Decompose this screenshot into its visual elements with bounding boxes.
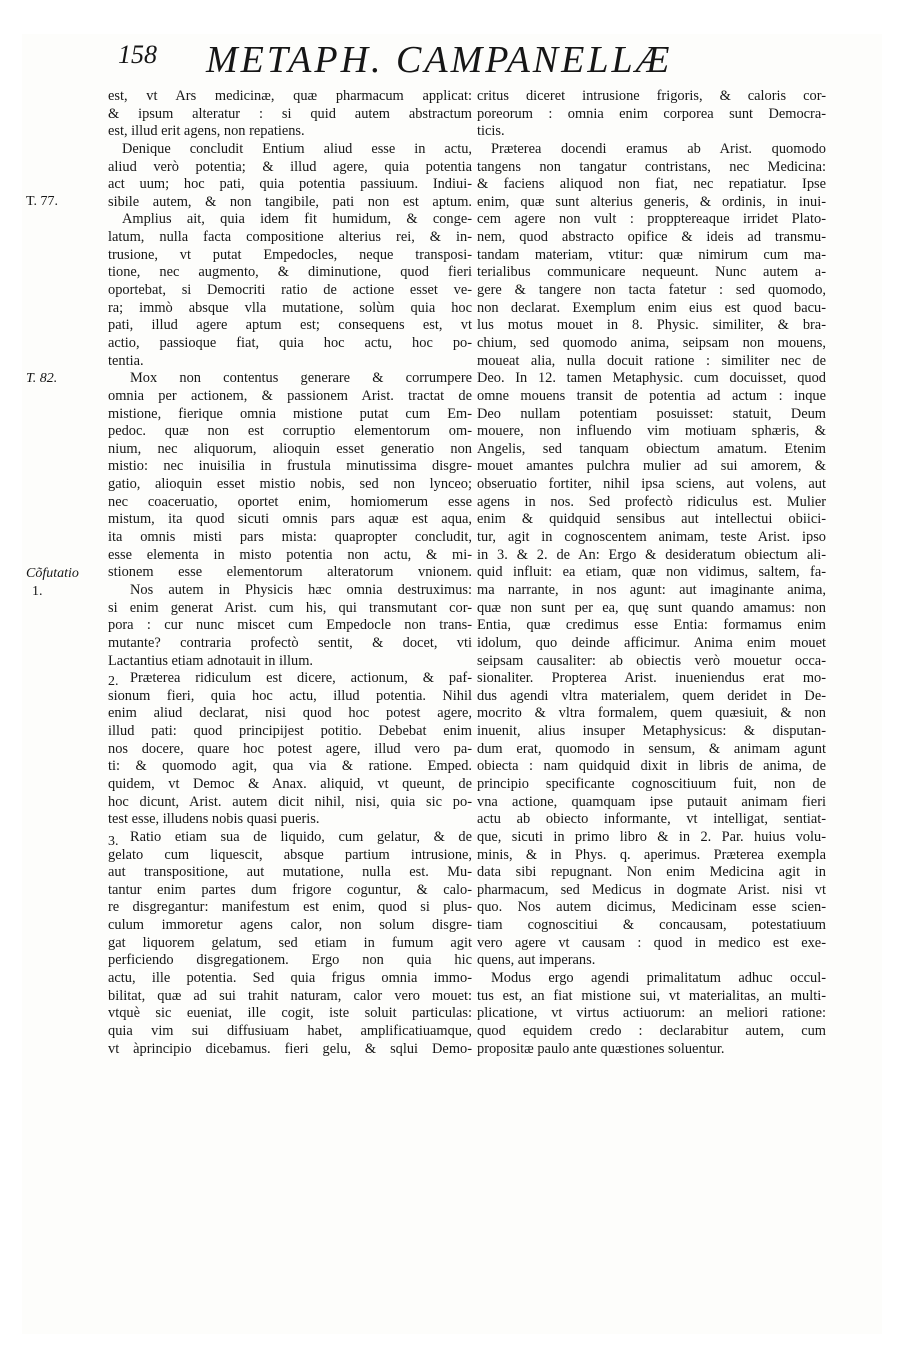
- right-line: & faciens aliquod non fiat, nec repatiatur. Ipse: [477, 176, 826, 193]
- right-line: chium, sed quomodo anima, seipsam non mouens,: [477, 334, 826, 351]
- left-line: quia vim sui diffusiuam habet, amplificatiuamque,: [108, 1022, 472, 1039]
- left-line: hoc dicunt, Arist. autem dicit nihil, nisi, quia sic po-: [108, 793, 472, 810]
- margin-note-2: 2.: [108, 674, 119, 689]
- left-column: [108, 88, 472, 1058]
- left-line: act uum; hoc pati, quia potentia passiuum. Indiui-: [108, 176, 472, 193]
- left-line: gat liquorem gelatum, sed etiam in fumum agit: [108, 934, 472, 951]
- left-line: Mox non contentus generare & corrumpere: [130, 370, 472, 387]
- running-title: METAPH. CAMPANELLÆ: [206, 39, 673, 81]
- left-line: omnia per actionem, & passionem Arist. tractat de: [108, 387, 472, 404]
- left-line: Nos autem in Physicis hæc omnia destruximus:: [130, 581, 472, 598]
- right-line: obiecta : nam quidquid dixit in libris de anima, de: [477, 758, 826, 775]
- right-line: principio specificante cognoscitiuum fuit, non de: [477, 775, 826, 792]
- right-line: seipsam causaliter: ab obiectis verò mouetur occa-: [477, 652, 826, 669]
- right-line: vna actione, quamquam ipse putauit animam fieri: [477, 793, 826, 810]
- left-line: Ratio etiam sua de liquido, cum gelatur, & de: [130, 828, 472, 845]
- right-line: mouere, non influendo vim motiuam sphæris, &: [477, 423, 826, 440]
- left-line: sionum fieri, quia hoc actu, illud potentia. Nihil: [108, 687, 472, 704]
- right-line: tangens non tangatur contristans, nec Medicina:: [477, 158, 826, 175]
- left-line: culum immoretur agens calor, non solum disgre-: [108, 917, 472, 934]
- page-header: [118, 38, 818, 90]
- left-line: test esse, illudens nobis quasi pueris.: [108, 811, 320, 828]
- left-line: nos docere, quare hoc potest agere, illud vero pa-: [108, 740, 472, 757]
- right-line: data sibi repugnant. Non enim Medicina agit in: [477, 864, 826, 881]
- left-line: est, illud erit agens, non repatiens.: [108, 123, 305, 140]
- right-line: quid influit: ea etiam, quæ non vidimus, saltem, fa-: [477, 564, 826, 581]
- right-line: enim & quidquid sensibus aut intellectui obiici-: [477, 511, 826, 528]
- left-line: pedoc. quæ non est corruptio elementorum om-: [108, 423, 472, 440]
- book-page: [22, 34, 882, 1334]
- right-line: actu ab obiecto informante, vt intelligat, sentiat-: [477, 811, 826, 828]
- right-line: plicatione, vt virtus actiuorum: an meliori ratione:: [477, 1005, 826, 1022]
- left-line: Præterea ridiculum est dicere, actionum, & paf-: [130, 670, 472, 687]
- right-line: critus diceret intrusione frigoris, & caloris cor-: [477, 88, 826, 104]
- left-line: tantur enim partes dum frigore coguntur, & calo-: [108, 881, 472, 898]
- left-line: perficiendo disgregationem. Ergo non quia hic: [108, 952, 472, 969]
- left-line: enim aliud declarat, nisi quod hoc potest agere,: [108, 705, 472, 722]
- left-line: Amplius ait, quia idem fit humidum, & conge-: [122, 211, 472, 228]
- margin-note-t82: T. 82.: [26, 371, 58, 386]
- margin-note-t77: T. 77.: [26, 194, 59, 209]
- right-line: propositæ paulo ante quæstiones soluentur.: [477, 1040, 725, 1057]
- right-line: non declarat. Exemplum enim eius est quod bacu-: [477, 299, 826, 316]
- left-line: tione, nec augmento, & diminutione, quod fieri: [108, 264, 472, 281]
- right-line: que, sicuti in primo libro & in 2. Par. huius volu-: [477, 828, 826, 845]
- left-line: quidem, vt Democ & Anax. aliquid, vt queunt, de: [108, 775, 472, 792]
- right-line: inuenit, alius insuper Metaphysicus: & disputan-: [477, 723, 826, 740]
- right-line: quæ non sunt per ea, quę sunt quando amamus: non: [477, 599, 826, 616]
- left-line: pora : cur nunc miscet cum Empedocle non trans-: [108, 617, 472, 634]
- left-line: aut transpositione, aut mutatione, nulla est. Mu-: [108, 864, 472, 881]
- left-line: nium, nec aliquorum, alioquin esset generatio non: [108, 440, 472, 457]
- right-line: idolum, quo deinde afficimur. Anima enim mouet: [477, 634, 826, 651]
- right-line: gere & tangere non tacta fatetur : sed quomodo,: [477, 282, 826, 299]
- left-line: ra; immò absque vlla mutatione, solùm quia hoc: [108, 299, 472, 316]
- right-line: Deo. In 12. tamen Metaphysic. cum docuisset, quod: [477, 370, 826, 387]
- right-line: agens in nos. Sed profectò ridiculus est. Mulier: [477, 493, 826, 510]
- left-line: esse elementa in misto potentia non actu, & mi-: [108, 546, 472, 563]
- right-line: omne mouens transit de potentia ad actum : inque: [477, 387, 826, 404]
- left-line: mutante? contraria profectò sentit, & docet, vti: [108, 634, 472, 651]
- left-line: oportebat, si Democriti ratio de actione esset ve-: [108, 282, 472, 299]
- left-line: vt àprincipio dicebamus. fieri gelu, & sqlui Demo-: [108, 1040, 472, 1057]
- right-line: tur, agit in cognoscentem animam, teste Arist. ipso: [477, 529, 826, 546]
- right-line: quo. Nos autem dicimus, Medicinam esse scien-: [477, 899, 826, 916]
- left-line: vtquè sic eueniat, ille cogit, iste soluit particulas:: [108, 1005, 472, 1022]
- left-line: re disgregantur: manifestum est enim, quod si plus-: [108, 899, 472, 916]
- right-line: tiam cognoscitiui & concausam, potestatiuum: [477, 917, 826, 934]
- left-line: actu, ille potentia. Sed quia frigus omnia immo-: [108, 970, 472, 987]
- right-line: quens, aut imperans.: [477, 952, 596, 969]
- left-line: illud pati: quod principijest potitio. Debebat enim: [108, 723, 472, 740]
- right-line: Deo nullam potentiam posuisset: statuit, Deum: [477, 405, 826, 422]
- right-line: Præterea docendi eramus ab Arist. quomodo: [491, 140, 826, 157]
- left-line: nec coaceruatio, oportet enim, homiomerum esse: [108, 493, 472, 510]
- right-line: ma narrante, in nos agunt: aut imaginante anima,: [477, 581, 826, 598]
- left-line: mistum, ita quod sicuti omnis pars aquæ est aqua,: [108, 511, 472, 528]
- right-line: terialibus communicare nequeunt. Nunc autem a-: [477, 264, 826, 281]
- left-line: tentia.: [108, 352, 144, 369]
- left-line: ita omnis misti pars mista: quapropter concludit,: [108, 529, 472, 546]
- left-line: pati, illud agere aptum est; consequens est, vt: [108, 317, 472, 334]
- right-line: mocrito & vltra formalem, quem quæsiuit, & non: [477, 705, 826, 722]
- left-line: & ipsum alteratur : si quid autem abstractum: [108, 105, 472, 122]
- right-column: [477, 88, 826, 1058]
- right-line: cem agere non vult : propptereaque irridet Plato-: [477, 211, 826, 228]
- left-line: bilitat, quæ ad sui trahit naturam, calor vero mouet:: [108, 987, 472, 1004]
- right-line: dum erat, quomodo in sensum, & animam agunt: [477, 740, 826, 757]
- left-line: si enim generat Arist. cum his, qui transmutant cor-: [108, 599, 472, 616]
- left-line: mistio: nec inuisilia in frustula minutissima disgre-: [108, 458, 472, 475]
- left-line: Denique concludit Entium aliud esse in actu,: [122, 140, 472, 157]
- margin-note-1: 1.: [32, 584, 43, 599]
- right-line: enim, quæ sunt alterius generis, & ordinis, in inui-: [477, 193, 826, 210]
- left-line: ti: & quomodo agit, qua via & ratione. Emped.: [108, 758, 472, 775]
- right-line: sionaliter. Propterea Arist. inueniendus erat mo-: [477, 670, 826, 687]
- right-line: mouet amantes pulchra mulier ad sui amorem, &: [477, 458, 826, 475]
- left-line: est, vt Ars medicinæ, quæ pharmacum applicat:: [108, 88, 472, 104]
- right-line: in 3. & 2. de An: Ergo & desideratum obiectum ali-: [477, 546, 826, 563]
- right-line: pharmacum, sed Medicus in dogmate Arist. nisi vt: [477, 881, 826, 898]
- right-line: Entia, quæ credimus esse Entia: formamus enim: [477, 617, 826, 634]
- left-line: gelato cum liquescit, absque partium intrusione,: [108, 846, 472, 863]
- left-line: sibile autem, & non tangibile, pati non est aptum.: [108, 193, 472, 210]
- right-line: tandam materiam, vtitur: quæ nimirum cum ma-: [477, 246, 826, 263]
- margin-note-confutatio: Cõfutatio: [26, 566, 79, 581]
- right-line: lus motus mouet in 8. Physic. similiter, & bra-: [477, 317, 826, 334]
- right-line: minis, & in Phys. q. aperimus. Præterea exempla: [477, 846, 826, 863]
- page-number: 158: [118, 40, 157, 69]
- left-line: trusione, vt putat Empedocles, neque transposi-: [108, 246, 472, 263]
- left-line: mistione, fierique omnia mistione putat cum Em-: [108, 405, 472, 422]
- right-line: vero agere vt causam : quod in medico est exe-: [477, 934, 826, 951]
- left-line: aliud verò potentia; & illud agere, quia potentia: [108, 158, 472, 175]
- right-line: Angelis, sed tanquam obiectum amatum. Etenim: [477, 440, 826, 457]
- left-line: gatio, alioquin esset mistio nobis, sed non lynceo;: [108, 476, 472, 493]
- right-line: poreorum : omnia enim corporea sunt Democra-: [477, 105, 826, 122]
- right-line: obseruatio fortiter, nihil ipsa sciens, aut volens, aut: [477, 476, 826, 493]
- margin-note-3: 3.: [108, 834, 119, 849]
- right-line: nem, quod abstracto opifice & ideis ad transmu-: [477, 229, 826, 246]
- left-line: stionem esse elementorum alteratorum vnionem.: [108, 564, 472, 581]
- right-line: Modus ergo agendi primalitatum adhuc occul-: [491, 970, 826, 987]
- right-line: ticis.: [477, 123, 505, 140]
- left-line: actio, passioque fiat, quia hoc actu, hoc po-: [108, 334, 472, 351]
- left-line: Lactantius etiam adnotauit in illum.: [108, 652, 314, 669]
- right-line: quod equidem credo : declarabitur autem, cum: [477, 1022, 826, 1039]
- right-line: dus agendi vltra materialem, quem deridet in De-: [477, 687, 826, 704]
- left-line: latum, nulla facta compositione alterius rei, & in-: [108, 229, 472, 246]
- right-line: tus est, an fiat mistione sui, vt materialitas, an multi-: [477, 987, 826, 1004]
- right-line: moueat alia, nulla docuit ratione : similiter nec de: [477, 352, 826, 369]
